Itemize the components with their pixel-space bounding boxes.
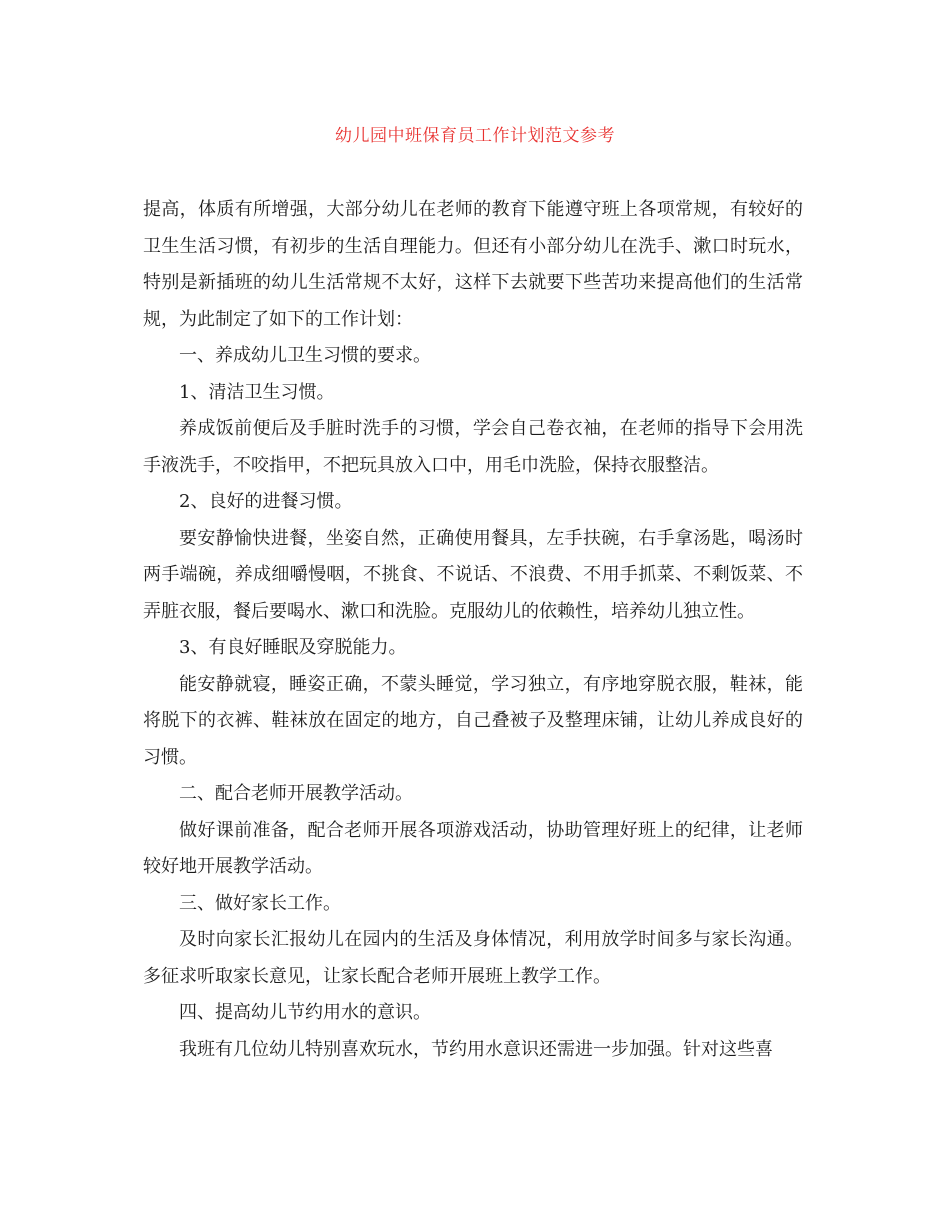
document-body [143,192,803,1068]
document-title: 幼儿园中班保育员工作计划范文参考 [335,126,615,146]
paragraph-cleanliness: 养成饭前便后及手脏时洗手的习惯，学会自己卷衣袖，在老师的指导下会用洗手液洗手，不咬指甲，不把玩具放入口中，用毛巾洗脸，保持衣服整洁。 [143,418,803,476]
heading-section-4: 四、提高幼儿节约用水的意识。 [179,1002,431,1023]
paragraph-water: 我班有几位幼儿特别喜欢玩水，节约用水意识还需进一步加强。针对这些喜 [179,1038,773,1060]
heading-section-2: 二、配合老师开展教学活动。 [179,783,413,804]
paragraph-sleep: 能安静就寝，睡姿正确，不蒙头睡觉，学习独立，有序地穿脱衣服，鞋袜，能将脱下的衣裤、鞋袜放在固定的地方，自己叠被子及整理床铺，让幼儿养成良好的习惯。 [143,673,803,768]
subheading-cleanliness: 1、清洁卫生习惯。 [179,381,335,403]
subheading-eating: 2、良好的进餐习惯。 [179,491,353,512]
paragraph-eating: 要安静愉快进餐，坐姿自然，正确使用餐具，左手扶碗，右手拿汤匙，喝汤时两手端碗，养成细嚼慢咽，不挑食、不说话、不浪费、不用手抓菜、不剩饭菜、不弄脏衣服，餐后要喝水、漱口和洗脸。克服幼儿的依赖性，培养幼儿独立性。 [143,527,803,622]
subheading-sleep: 3、有良好睡眠及穿脱能力。 [179,637,407,658]
paragraph-parents: 及时向家长汇报幼儿在园内的生活及身体情况，利用放学时间多与家长沟通。多征求听取家长意见，让家长配合老师开展班上教学工作。 [143,929,803,987]
heading-section-1: 一、养成幼儿卫生习惯的要求。 [179,345,431,366]
heading-section-3: 三、做好家长工作。 [179,892,341,914]
paragraph-intro: 提高，体质有所增强，大部分幼儿在老师的教育下能遵守班上各项常规，有较好的卫生生活习惯，有初步的生活自理能力。但还有小部分幼儿在洗手、漱口时玩水，特别是新插班的幼儿生活常规不太好，这样下去就要下些苦功来提高他们的生活常规，为此制定了如下的工作计划： [143,199,803,330]
paragraph-teaching: 做好课前准备，配合老师开展各项游戏活动，协助管理好班上的纪律，让老师较好地开展教学活动。 [143,819,803,877]
